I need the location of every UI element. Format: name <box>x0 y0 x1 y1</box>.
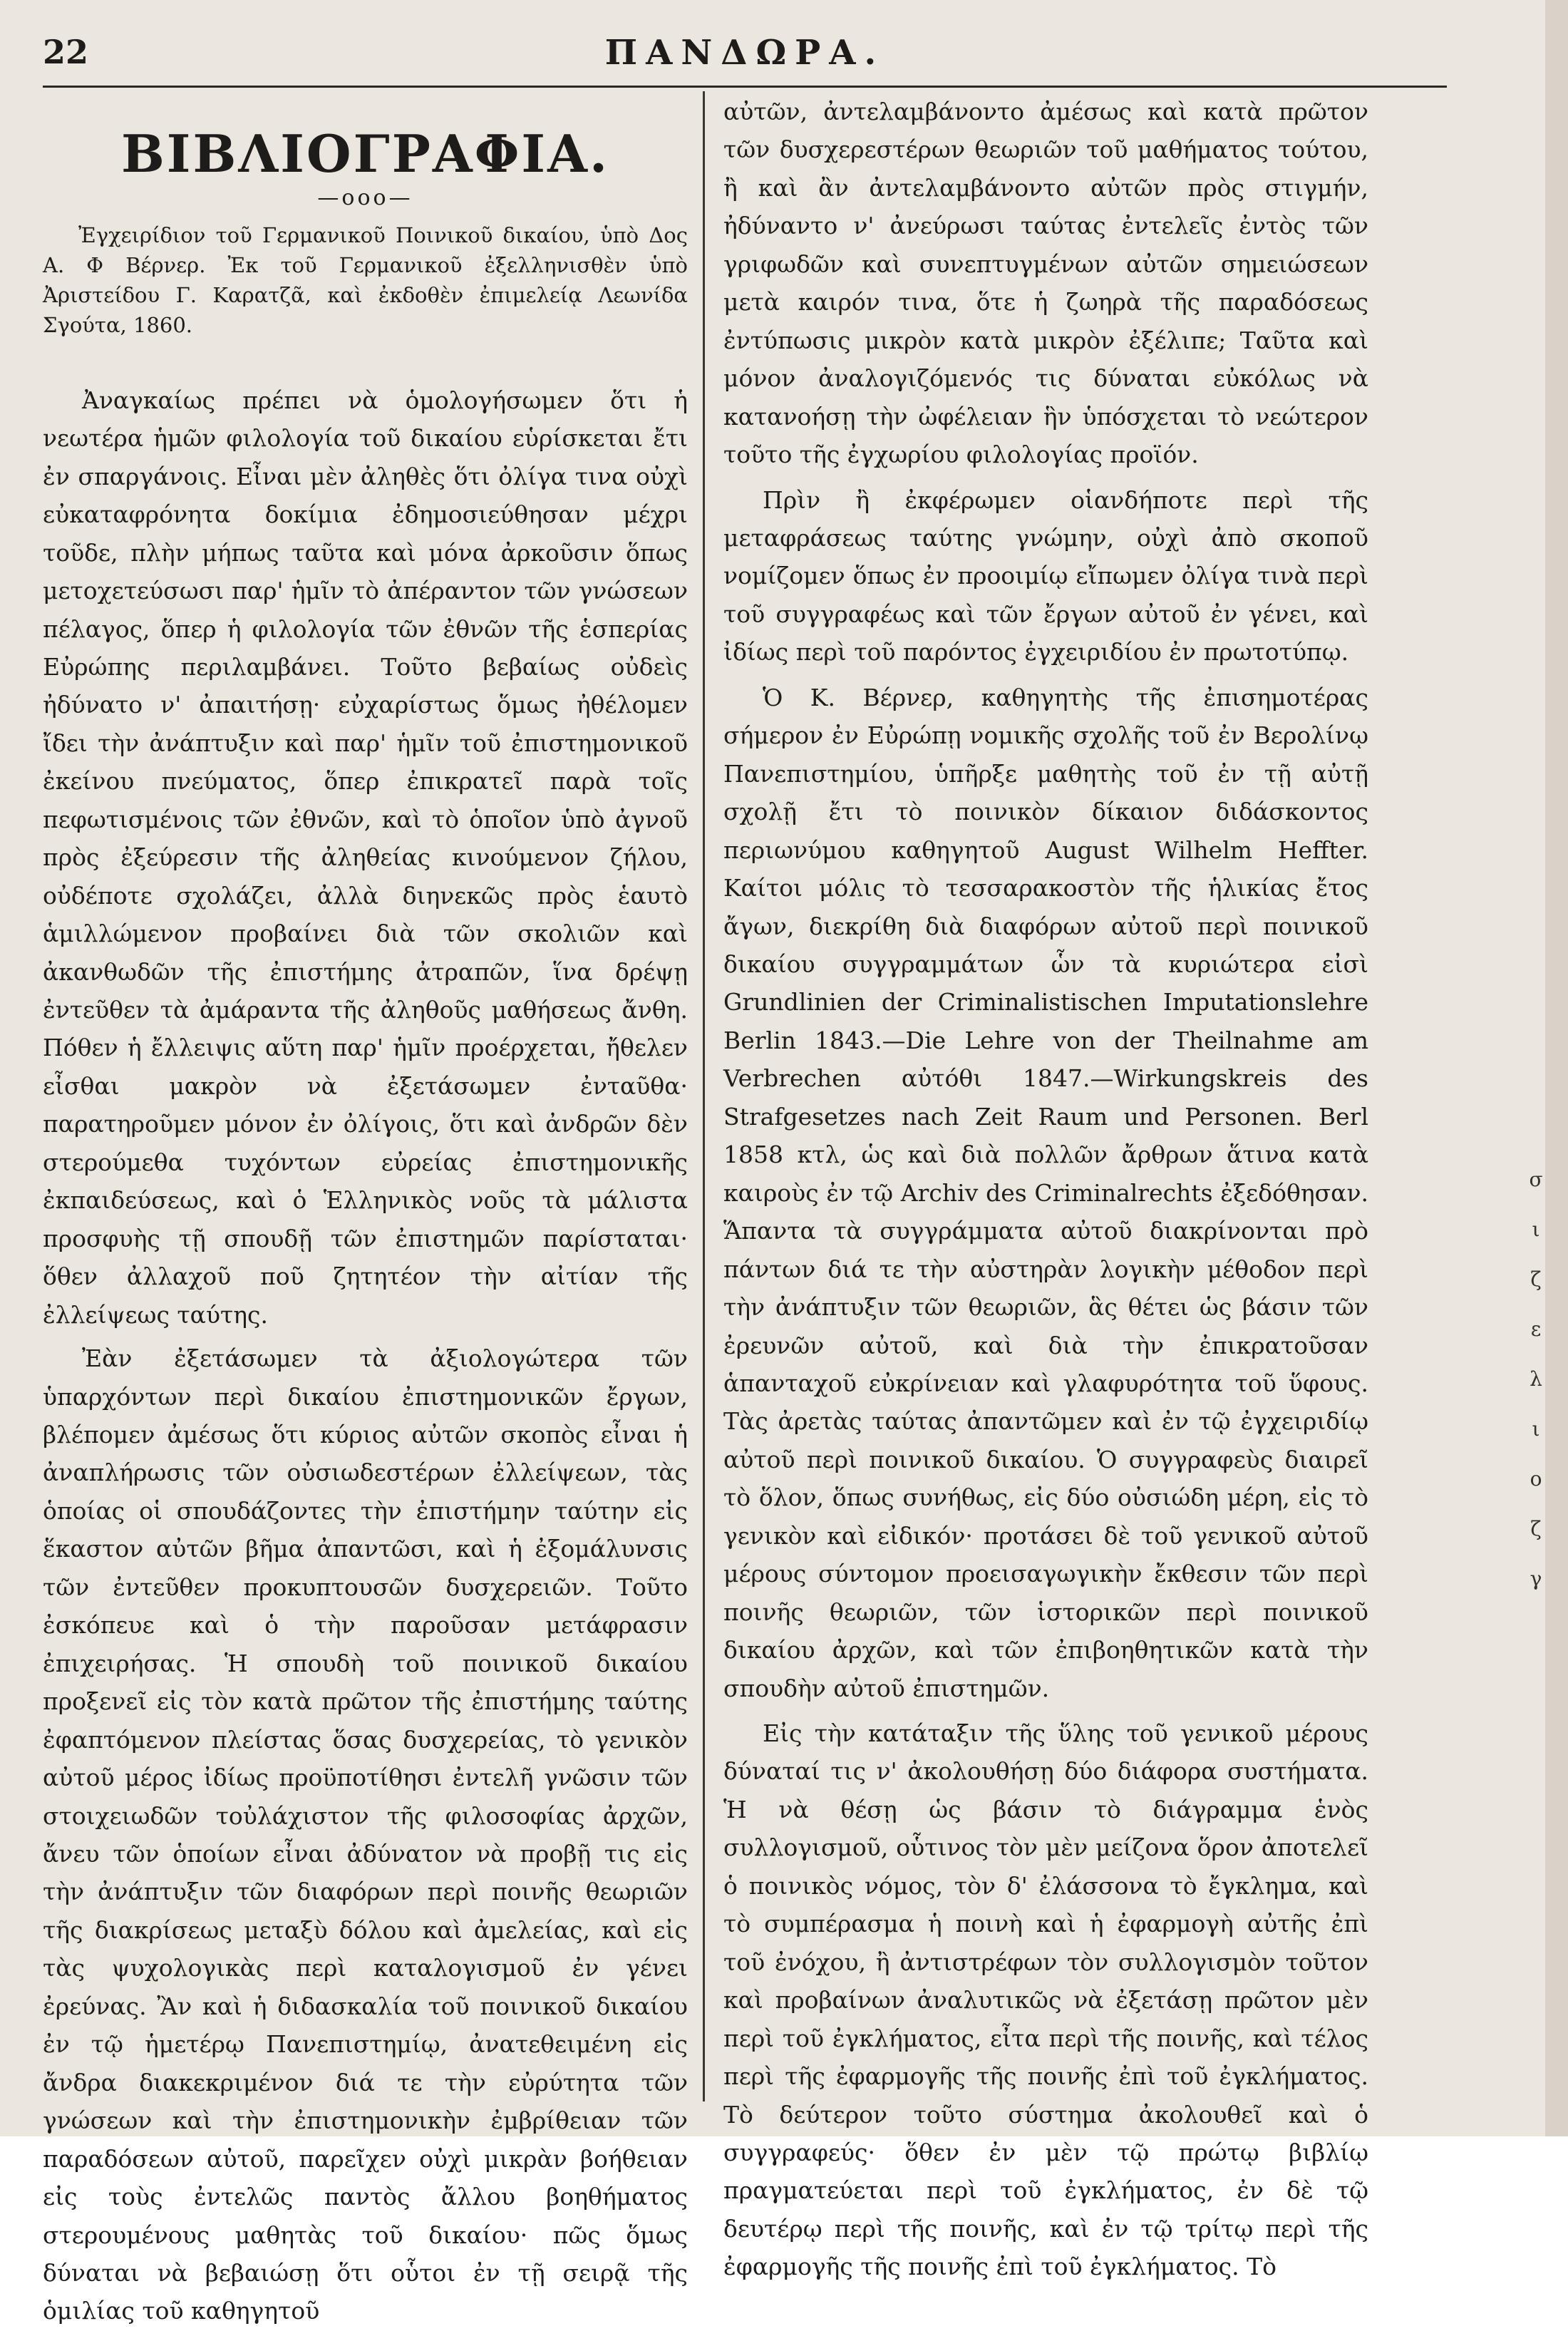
right-column <box>723 93 1368 2293</box>
left-column <box>43 93 688 2336</box>
margin-glyph: γ <box>1530 1567 1542 1590</box>
column-divider <box>703 91 705 2101</box>
section-title: ΒΙΒΛΙΟΓΡΑΦΙΑ. <box>120 123 610 184</box>
right-paragraph: Εἰς τὴν κατάταξιν τῆς ὕλης τοῦ γενικοῦ μέρους δύναταί τις ν' ἀκολουθήσῃ δύο διάφορα συστήματα. Ἡ νὰ θέσῃ ὡς βάσιν τὸ διάγραμμα ἑνὸς συλλογισμοῦ, οὗτινος τὸν μὲν μείζονα ὅρον ἀποτελεῖ ὁ ποινικὸς νόμος, τὸν δ' ἐλάσσονα τὸ ἔγκλημα, καὶ τὸ συμπέρασμα ἡ ποινὴ καὶ ἡ ἐφαρμογὴ αὐτῆς ἐπὶ τοῦ ἐνόχου, ἢ ἀντιστρέφων τὸν συλλογισμὸν τοῦτον καὶ προβαίνων ἀναλυτικῶς νὰ ἐξετάσῃ πρῶτον μὲν περὶ τοῦ ἐγκλήματος, εἶτα περὶ τῆς ποινῆς, καὶ τέλος περὶ τῆς ἐφαρμογῆς τῆς ποινῆς ἐπὶ τοῦ ἐγκλήματος. Τὸ δεύτερον τοῦτο σύστημα ἀκολουθεῖ καὶ ὁ συγγραφεύς· ὅθεν ἐν μὲν τῷ πρώτῳ βιβλίῳ πραγματεύεται περὶ τοῦ ἐγκλήματος, ἐν δὲ τῷ δευτέρῳ περὶ τῆς ποινῆς, καὶ ἐν τῷ τρίτῳ περὶ τῆς ἐφαρμογῆς τῆς ποινῆς ἐπὶ τοῦ ἐγκλήματος. Τὸ <box>723 1719 1368 2281</box>
right-paragraph: Ὁ Κ. Βέρνερ, καθηγητὴς τῆς ἐπισημοτέρας σήμερον ἐν Εὐρώπῃ νομικῆς σχολῆς τοῦ ἐν Βερολίνῳ Πανεπιστημίου, ὑπῆρξε μαθητὴς τοῦ ἐν τῇ αὐτῇ σχολῇ ἔτι τὸ ποινικὸν δίκαιον διδάσκοντος περιωνύμου καθηγητοῦ August Wilhelm Heffter. Καίτοι μόλις τὸ τεσσαρακοστὸν τῆς ἡλικίας ἔτος ἄγων, διεκρίθη διὰ διαφόρων αὐτοῦ περὶ ποινικοῦ δικαίου συγγραμμάτων ὧν τὰ κυριώτερα εἰσὶ Grundlinien der Criminalistischen Imputationslehre Berlin 1843.—Die Lehre von der Theilnahme am Verbrechen αὐτόθι 1847.—Wirkungskreis des Strafgesetzes nach Zeit Raum und Personen. Berl 1858 κτλ, ὡς καὶ διὰ πολλῶν ἄρθρων ἅτινα κατὰ καιροὺς ἐν τῷ Archiv des Criminalrechts ἐξεδόθησαν. Ἅπαντα τὰ συγγράμματα αὐτοῦ διακρίνονται πρὸ πάντων διά τε τὴν αὐστηρὰν λογικὴν μέθοδον περὶ τὴν ἀνάπτυξιν τῶν θεωριῶν, ἃς θέτει ὡς βάσιν τῶν ἐρευνῶν αὐτοῦ, καὶ διὰ τὴν ἐπικρατοῦσαν ἁπανταχοῦ εὐκρίνειαν καὶ γλαφυρότητα τοῦ ὕφους. Τὰς ἀρετὰς ταύτας ἀπαντῶμεν καὶ ἐν τῷ ἐγχειριδίῳ αὐτοῦ περὶ ποινικοῦ δικαίου. Ὁ συγγραφεὺς διαιρεῖ τὸ ὅλον, ὅπως συνήθως, εἰς δύο οὐσιώδη μέρη, εἰς τὸ γενικὸν καὶ εἰδικόν· προτάσει δὲ τοῦ γενικοῦ αὐτοῦ μέρους σύντομον προεισαγωγικὴν ἔκθεσιν τῶν περὶ ποινῆς θεωριῶν, τῶν ἱστορικῶν περὶ ποινικοῦ δικαίου ἀρχῶν, καὶ τῶν ἐπιβοηθητικῶν κατὰ τὴν σπουδὴν αὐτοῦ ἐπιστημῶν. <box>723 683 1368 1702</box>
left-paragraph: Ἀναγκαίως πρέπει νὰ ὁμολογήσωμεν ὅτι ἡ νεωτέρα ἡμῶν φιλολογία τοῦ δικαίου εὑρίσκεται ἔτι ἐν σπαργάνοις. Εἶναι μὲν ἀληθὲς ὅτι ὀλίγα τινα οὐχὶ εὐκαταφρόνητα δοκίμια ἐδημοσιεύθησαν μέχρι τοῦδε, πλὴν μήπως ταῦτα καὶ μόνα ἀρκοῦσιν ὅπως μετοχετεύσωσι παρ' ἡμῖν τὸ ἀπέραντον τῶν γνώσεων πέλαγος, ὅπερ ἡ φιλολογία τῶν ἐθνῶν τῆς ἑσπερίας Εὐρώπης περιλαμβάνει. Τοῦτο βεβαίως οὐδεὶς ἠδύνατο ν' ἀπαιτήσῃ· εὐχαρίστως ὅμως ἠθέλομεν ἴδει τὴν ἀνάπτυξιν καὶ παρ' ἡμῖν τοῦ ἐπιστημονικοῦ ἐκείνου πνεύματος, ὅπερ ἐπικρατεῖ παρὰ τοῖς πεφωτισμένοις τῶν ἐθνῶν, καὶ τὸ ὁποῖον ὑπὸ ἀγνοῦ πρὸς ἐξεύρεσιν τῆς ἀληθείας κινούμενον ζήλου, οὐδέποτε σχολάζει, ἀλλὰ διηνεκῶς πρὸς ἑαυτὸ ἁμιλλώμενον προβαίνει διὰ τῶν σκολιῶν καὶ ἀκανθωδῶν τῆς ἐπιστήμης ἀτραπῶν, ἵνα δρέψῃ ἐντεῦθεν τὰ ἀμάραντα τῆς ἀληθοῦς μαθήσεως ἄνθη. Πόθεν ἡ ἔλλειψις αὕτη παρ' ἡμῖν προέρχεται, ἤθελεν εἶσθαι μακρὸν νὰ ἐξετάσωμεν ἐνταῦθα· παρατηροῦμεν μόνον ἐν ὀλίγοις, ὅτι καὶ ἀνδρῶν δὲν στερούμεθα τυχόντων εὐρείας ἐπιστημονικῆς ἐκπαιδεύσεως, καὶ ὁ Ἑλληνικὸς νοῦς τὰ μάλιστα προσφυὴς τῇ σπουδῇ τῶν ἐπιστημῶν παρίσταται· ὅθεν ἀλλαχοῦ ποῦ ζητητέον τὴν αἰτίαν τῆς ἐλλείψεως ταύτης. <box>43 386 688 1329</box>
left-paragraph: Ἐὰν ἐξετάσωμεν τὰ ἀξιολογώτερα τῶν ὑπαρχόντων περὶ δικαίου ἐπιστημονικῶν ἔργων, βλέπομεν ἀμέσως ὅτι κύριος αὐτῶν σκοπὸς εἶναι ἡ ἀναπλήρωσις τῶν οὐσιωδεστέρων ἐλλείψεων, τὰς ὁποίας οἱ σπουδάζοντες τὴν ἐπιστήμην ταύτην εἰς ἕκαστον αὐτῶν βῆμα ἀπαντῶσι, καὶ ἡ ἐξομάλυνσις τῶν ἐντεῦθεν προκυπτουσῶν δυσχερειῶν. Τοῦτο ἐσκόπευε καὶ ὁ τὴν παροῦσαν μετάφρασιν ἐπιχειρήσας. Ἡ σπουδὴ τοῦ ποινικοῦ δικαίου προξενεῖ εἰς τὸν κατὰ πρῶτον τῆς ἐπιστήμης ταύτης ἐφαπτόμενον πλείστας ὅσας δυσχερείας, τὸ γενικὸν αὐτοῦ μέρος ἰδίως προϋποτίθησι ἐντελῆ γνῶσιν τῶν στοιχειωδῶν τοὐλάχιστον τῆς φιλοσοφίας ἀρχῶν, ἄνευ τῶν ὁποίων εἶναι ἀδύνατον νὰ προβῇ τις εἰς τὴν ἀνάπτυξιν τῶν διαφόρων περὶ ποινῆς θεωριῶν τῆς διακρίσεως μεταξὺ δόλου καὶ ἀμελείας, καὶ εἰς τὰς ψυχολογικὰς περὶ καταλογισμοῦ ἐν γένει ἐρεύνας. Ἂν καὶ ἡ διδασκαλία τοῦ ποινικοῦ δικαίου ἐν τῷ ἡμετέρῳ Πανεπιστημίῳ, ἀνατεθειμένη εἰς ἄνδρα διακεκριμένον διά τε τὴν εὐρύτητα τῶν γνώσεων καὶ τὴν ἐπιστημονικὴν ἐμβρίθειαν τῶν παραδόσεων αὐτοῦ, παρεῖχεν οὐχὶ μικρὰν βοήθειαν εἰς τοὺς ἐντελῶς παντὸς ἄλλου βοηθήματος στερουμένους μαθητὰς τοῦ δικαίου· πῶς ὅμως δύναται νὰ βεβαιώσῃ ὅτι οὗτοι ἐν τῇ σειρᾷ τῆς ὁμιλίας τοῦ καθηγητοῦ <box>43 1344 688 2325</box>
right-paragraph: Πρὶν ἢ ἐκφέρωμεν οἱανδήποτε περὶ τῆς μεταφράσεως ταύτης γνώμην, οὐχὶ ἀπὸ σκοποῦ νομίζομεν ὅπως ἐν προοιμίῳ εἴπωμεν ὀλίγα τινὰ περὶ τοῦ συγγραφέως καὶ τῶν ἔργων αὐτοῦ ἐν γένει, καὶ ἰδίως περὶ τοῦ παρόντος ἐγχειριδίου ἐν πρωτοτύπῳ. <box>723 485 1368 667</box>
margin-glyph: ζ <box>1530 1267 1542 1291</box>
book-citation: Ἐγχειρίδιον τοῦ Γερμανικοῦ Ποινικοῦ δικαίου, ὑπὸ Δος Α. Φ Βέρνερ. Ἐκ τοῦ Γερμανικοῦ ἐξελληνισθὲν ὑπὸ Ἀριστείδου Γ. Καρατζᾶ, καὶ ἐκδοθὲν ἐπιμελείᾳ Λεωνίδα Σγούτα, 1860. <box>43 222 688 337</box>
page-number: 22 <box>43 33 89 71</box>
header-rule <box>43 86 1447 88</box>
margin-glyph: ο <box>1530 1467 1542 1491</box>
title-ornament: —ooo— <box>317 185 413 210</box>
margin-glyph: σ <box>1529 1168 1543 1191</box>
bleed-through-glyphs <box>1525 1155 1547 1604</box>
margin-glyph: ε <box>1530 1317 1542 1341</box>
journal-title: ΠΑΝΔΩΡΑ. <box>604 33 885 73</box>
margin-glyph: ι <box>1532 1218 1540 1241</box>
adjacent-page-edge <box>1545 0 1568 2136</box>
running-head <box>43 29 1447 78</box>
margin-glyph: ζ <box>1530 1517 1542 1540</box>
margin-glyph: λ <box>1530 1367 1542 1391</box>
margin-glyph: ι <box>1532 1417 1540 1441</box>
right-paragraph: αὐτῶν, ἀντελαμβάνοντο ἀμέσως καὶ κατὰ πρῶτον τῶν δυσχερεστέρων θεωριῶν τοῦ μαθήματος τούτου, ἢ καὶ ἂν ἀντελαμβάνοντο αὐτῶν πρὸς στιγμήν, ἠδύναντο ν' ἀνεύρωσι ταύτας ἐντελεῖς ἐντὸς τῶν γριφωδῶν καὶ συνεπτυγμένων αὐτῶν σημειώσεων μετὰ καιρόν τινα, ὅτε ἡ ζωηρὰ τῆς παραδόσεως ἐντύπωσις μικρὸν κατὰ μικρὸν ἐξέλιπε; Ταῦτα καὶ μόνον ἀναλογιζόμενός τις δύναται εὐκόλως νὰ κατανοήσῃ τὴν ὠφέλειαν ἣν ὑπόσχεται τὸ νεώτερον τοῦτο τῆς ἐγχωρίου φιλολογίας προϊόν. <box>723 98 1368 469</box>
